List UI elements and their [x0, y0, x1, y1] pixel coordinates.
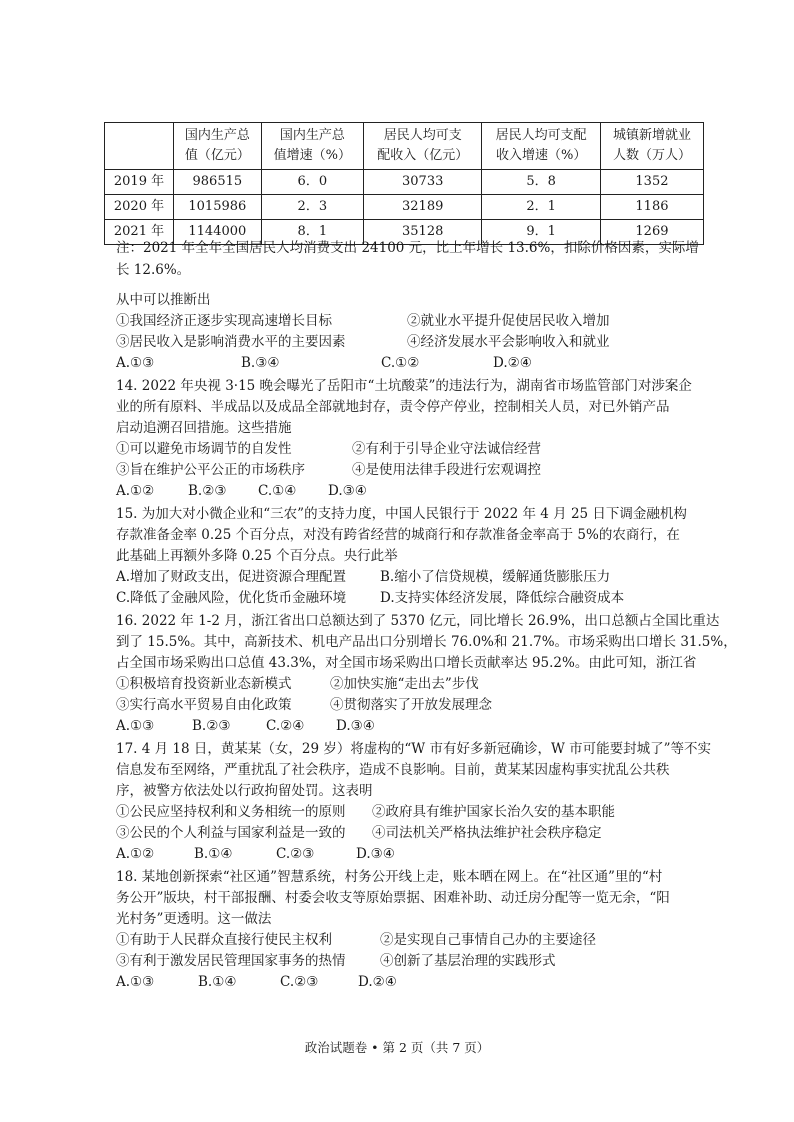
q17-statement-2: ②政府具有维护国家长治久安的基本职能: [372, 804, 615, 820]
table-cell: 8．1: [261, 220, 363, 245]
q15-line-3: 此基础上再额外多降 0.25 个百分点。央行此举: [116, 548, 398, 564]
q17-choices: [116, 843, 395, 865]
table-header-cell: 国内生产总 值（亿元）: [174, 123, 262, 170]
table-row: [105, 170, 704, 195]
table-header-row: [105, 123, 704, 170]
q14-statements-row-2: [116, 459, 541, 481]
q18-choice-d[interactable]: D.②④: [358, 974, 397, 990]
table-header-cell: 城镇新增就业 人数（万人）: [600, 123, 703, 170]
q14-choice-d[interactable]: D.③④: [328, 483, 367, 499]
q14-line-2: 业的所有原料、半成品以及成品全部就地封存，责令停产停业，控制相关人员，对已外销产品: [116, 399, 670, 415]
table-cell: 35128: [363, 220, 481, 245]
q16-line-2: 到了 15.5%。其中，高新技术、机电产品出口分别增长 76.0%和 21.7%。市场采购出口增长 31.5%，: [116, 634, 737, 650]
table-note-line-1: 注：2021 年全年全国居民人均消费支出 24100 元，比上年增长 13.6%，扣除价格因素，实际增: [116, 240, 699, 256]
table-cell: 1352: [600, 170, 703, 195]
q17-line-3: 序，被警方依法处以行政拘留处罚。这表明: [116, 783, 373, 799]
q18-choices: [116, 971, 397, 993]
table-header-cell: 居民人均可支 配收入（亿元）: [363, 123, 481, 170]
q18-statements-row-1: [116, 929, 596, 951]
q14-choice-a[interactable]: A.①②: [116, 483, 155, 499]
table-row: [105, 195, 704, 220]
q15-choices-row-1: [116, 566, 610, 588]
table-cell: 32189: [363, 195, 481, 220]
q18-choice-b[interactable]: B.①④: [198, 974, 237, 990]
q18-statement-3: ③有利于激发居民管理国家事务的热情: [116, 953, 346, 969]
q18-choice-c[interactable]: C.②③: [280, 974, 319, 990]
q17-line-2: 信息发布至网络，严重扰乱了社会秩序，造成不良影响。目前，黄某某因虚构事实扰乱公共秩: [116, 762, 670, 778]
q17-choice-d[interactable]: D.③④: [356, 846, 395, 862]
q17-statement-3: ③公民的个人利益与国家利益是一致的: [116, 825, 346, 841]
q14-choice-b[interactable]: B.②③: [188, 483, 227, 499]
table-cell: 986515: [174, 170, 262, 195]
q14-statement-1: ①可以避免市场调节的自发性: [116, 441, 292, 457]
q16-choices: [116, 715, 375, 737]
q16-line-3: 占全国市场采购出口总值 43.3%，对全国市场采购出口增长贡献率达 95.2%。由此可知，浙江省: [116, 655, 697, 671]
economic-data-table: [104, 122, 704, 245]
table-cell: 5．8: [482, 170, 600, 195]
q17-choice-c[interactable]: C.②③: [276, 846, 315, 862]
q13-choice-c[interactable]: C.①②: [381, 355, 420, 371]
table-header-cell: 居民人均可支配 收入增速（%）: [482, 123, 600, 170]
q16-statement-1: ①积极培育投资新业态新模式: [116, 676, 292, 692]
q13-choice-b[interactable]: B.③④: [241, 355, 280, 371]
q18-statements-row-2: [116, 950, 556, 972]
q13-statements-row-1: [116, 310, 610, 332]
q18-statement-1: ①有助于人民群众直接行使民主权利: [116, 932, 332, 948]
q16-choice-b[interactable]: B.②③: [192, 718, 231, 734]
q16-line-1: 16. 2022 年 1-2 月，浙江省出口总额达到了 5370 亿元，同比增长 26.9%，出口总额占全国比重达: [116, 613, 720, 629]
table-cell: 1269: [600, 220, 703, 245]
q15-choice-d[interactable]: D.支持实体经济发展，降低综合融资成本: [380, 590, 625, 606]
q14-choices: [116, 480, 367, 502]
q13-statements-row-2: [116, 331, 610, 353]
table-cell: 9．1: [482, 220, 600, 245]
q16-choice-d[interactable]: D.③④: [336, 718, 375, 734]
q13-statement-1: ①我国经济正逐步实现高速增长目标: [116, 313, 332, 329]
q15-line-2: 存款准备金率 0.25 个百分点，对没有跨省经营的城商行和存款准备金率高于 5%的农商行，在: [116, 527, 680, 543]
table-cell: 2019 年: [105, 170, 174, 195]
table-cell: 6．0: [261, 170, 363, 195]
q18-line-3: 光村务”更透明。这一做法: [116, 911, 272, 927]
q17-line-1: 17. 4 月 18 日，黄某某（女，29 岁）将虚构的“W 市有好多新冠确诊，W 市可能要封城了”等不实: [116, 741, 712, 757]
q18-statement-4: ④创新了基层治理的实践形式: [380, 953, 556, 969]
q16-choice-a[interactable]: A.①③: [116, 718, 155, 734]
table-header-cell: 国内生产总 值增速（%）: [261, 123, 363, 170]
q15-choice-c[interactable]: C.降低了金融风险，优化货币金融环境: [116, 590, 347, 606]
q14-statement-3: ③旨在维护公平公正的市场秩序: [116, 462, 305, 478]
q16-choice-c[interactable]: C.②④: [266, 718, 305, 734]
q14-statements-row-1: [116, 438, 541, 460]
q17-statements-row-1: [116, 801, 615, 823]
q15-choice-a[interactable]: A.增加了财政支出，促进资源合理配置: [116, 569, 347, 585]
q13-statement-4: ④经济发展水平会影响收入和就业: [407, 334, 610, 350]
q18-statement-2: ②是实现自己事情自己办的主要途径: [380, 932, 596, 948]
table-cell: 2021 年: [105, 220, 174, 245]
q17-statement-4: ④司法机关严格执法维护社会秩序稳定: [372, 825, 602, 841]
table-cell: 2．3: [261, 195, 363, 220]
q18-choice-a[interactable]: A.①③: [116, 974, 155, 990]
q14-line-3: 启动追溯召回措施。这些措施: [116, 420, 292, 436]
page-footer: 政治试题卷 • 第 2 页（共 7 页）: [304, 1040, 490, 1055]
table-cell: 1144000: [174, 220, 262, 245]
q17-statements-row-2: [116, 822, 602, 844]
q13-choice-a[interactable]: A.①③: [116, 355, 155, 371]
q13-statement-3: ③居民收入是影响消费水平的主要因素: [116, 334, 346, 350]
table-cell: 2．1: [482, 195, 600, 220]
q16-statement-2: ②加快实施“走出去”步伐: [330, 676, 479, 692]
table-cell: 2020 年: [105, 195, 174, 220]
q18-line-2: 务公开”版块，村干部报酬、村委会收支等原始票据、困难补助、动迁房分配等一览无余，“阳: [116, 890, 670, 906]
q17-choice-b[interactable]: B.①④: [194, 846, 233, 862]
q18-line-1: 18. 某地创新探索“社区通”智慧系统，村务公开线上走，账本晒在网上。在“社区通”里的“村: [116, 869, 663, 885]
q16-statements-row-1: [116, 673, 479, 695]
q15-choices-row-2: [116, 587, 624, 609]
q16-statement-4: ④贯彻落实了开放发展理念: [330, 697, 492, 713]
q15-choice-b[interactable]: B.缩小了信贷规模，缓解通货膨胀压力: [380, 569, 611, 585]
q17-choice-a[interactable]: A.①②: [116, 846, 155, 862]
q14-line-1: 14. 2022 年央视 3·15 晚会曝光了岳阳市“土坑酸菜”的违法行为，湖南省市场监管部门对涉案企: [116, 378, 692, 394]
q16-statements-row-2: [116, 694, 492, 716]
q14-choice-c[interactable]: C.①④: [258, 483, 297, 499]
q13-stem: 从中可以推断出: [116, 292, 211, 308]
table-note-line-2: 长 12.6%。: [116, 262, 191, 278]
q14-statement-4: ④是使用法律手段进行宏观调控: [352, 462, 541, 478]
q13-choice-d[interactable]: D.②④: [493, 355, 532, 371]
q16-statement-3: ③实行高水平贸易自由化政策: [116, 697, 292, 713]
q13-statement-2: ②就业水平提升促使居民收入增加: [407, 313, 610, 329]
table-header-cell: [105, 123, 174, 170]
q13-choices: [116, 352, 532, 374]
q17-statement-1: ①公民应坚持权利和义务相统一的原则: [116, 804, 346, 820]
table-cell: 30733: [363, 170, 481, 195]
q14-statement-2: ②有利于引导企业守法诚信经营: [352, 441, 541, 457]
q15-line-1: 15. 为加大对小微企业和“三农”的支持力度，中国人民银行于 2022 年 4 月 25 日下调金融机构: [116, 506, 687, 522]
table-cell: 1186: [600, 195, 703, 220]
table-cell: 1015986: [174, 195, 262, 220]
